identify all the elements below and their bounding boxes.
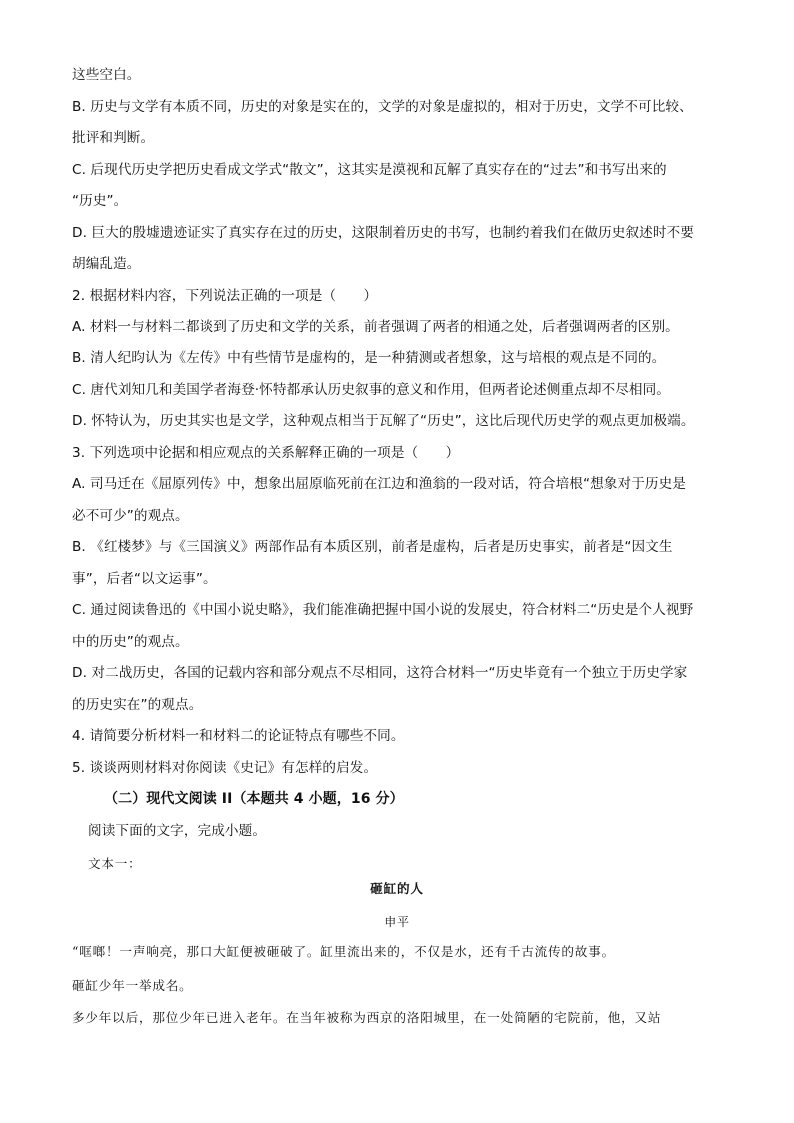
story-line: 多少年以后，那位少年已进入老年。在当年被称为西京的洛阳城里，在一处简陋的宅院前，他，又站 bbox=[72, 1010, 662, 1025]
question-4: 4. 请简要分析材料一和材料二的论证特点有哪些不同。 bbox=[72, 728, 405, 744]
question-3: 3. 下列选项中论据和相应观点的关系解释正确的一项是（ ） bbox=[72, 445, 460, 461]
option-c: C. 唐代刘知几和美国学者海登·怀特都承认历史叙事的意义和作用，但两者论述侧重点却不尽相同。 bbox=[72, 382, 670, 398]
option-c: C. 通过阅读鲁迅的《中国小说史略》，我们能准确把握中国小说的发展史，符合材料二“历史是个人视野 bbox=[72, 602, 694, 618]
question-5: 5. 谈谈两则材料对你阅读《史记》有怎样的启发。 bbox=[72, 760, 378, 776]
text-line: 胡编乱造。 bbox=[72, 256, 141, 272]
story-line: 砸缸少年一举成名。 bbox=[72, 978, 193, 993]
instruction: 阅读下面的文字，完成小题。 bbox=[88, 823, 267, 839]
option-b: B. 《红楼梦》与《三国演义》两部作品有本质区别，前者是虚构，后者是历史事实，前者是“因文生 bbox=[72, 539, 673, 555]
option-d: D. 巨大的殷墟遗迹证实了真实存在过的历史，这限制着历史的书写，也制约着我们在做历史叙述时不要 bbox=[72, 225, 694, 241]
option-b: B. 历史与文学有本质不同，历史的对象是实在的，文学的对象是虚拟的，相对于历史，文学不可比较、 bbox=[72, 99, 693, 115]
option-c: C. 后现代历史学把历史看成文学式“散文”，这其实是漠视和瓦解了真实存在的“过去”和书写出来的 bbox=[72, 162, 667, 178]
option-d: D. 对二战历史，各国的记载内容和部分观点不尽相同，这符合材料一“历史毕竟有一个独立于历史学家 bbox=[72, 665, 688, 681]
text-line: 事”，后者“以文运事”。 bbox=[72, 571, 217, 587]
text-line: “历史”。 bbox=[72, 193, 128, 209]
text-line: 中的历史”的观点。 bbox=[72, 634, 189, 650]
story-line: “哐啷！一声响亮，那口大缸便被砸破了。缸里流出来的，不仅是水，还有千古流传的故事。 bbox=[72, 944, 615, 959]
option-d: D. 怀特认为，历史其实也是文学，这种观点相当于瓦解了“历史”，这比后现代历史学的观点更加极端。 bbox=[72, 413, 695, 429]
text-line: 这些空白。 bbox=[72, 67, 141, 83]
option-a: A. 材料一与材料二都谈到了历史和文学的关系，前者强调了两者的相通之处，后者强调两者的区别。 bbox=[72, 319, 679, 335]
text-line: 必不可少”的观点。 bbox=[72, 508, 189, 524]
option-b: B. 清人纪昀认为《左传》中有些情节是虚构的，是一种猜测或者想象，这与培根的观点是不同的。 bbox=[72, 350, 666, 366]
text-line: 批评和判断。 bbox=[72, 130, 155, 146]
text-label: 文本一： bbox=[88, 856, 142, 871]
option-a: A. 司马迁在《屈原列传》中，想象出屈原临死前在江边和渔翁的一段对话，符合培根“想象对于历史是 bbox=[72, 476, 686, 492]
question-2: 2. 根据材料内容，下列说法正确的一项是（ ） bbox=[72, 288, 378, 304]
section-title: （二）现代文阅读 II（本题共 4 小题，16 分） bbox=[104, 791, 404, 807]
text-line: 的历史实在”的观点。 bbox=[72, 697, 203, 713]
story-author: 申平 bbox=[384, 915, 410, 929]
story-title: 砸缸的人 bbox=[370, 881, 424, 896]
